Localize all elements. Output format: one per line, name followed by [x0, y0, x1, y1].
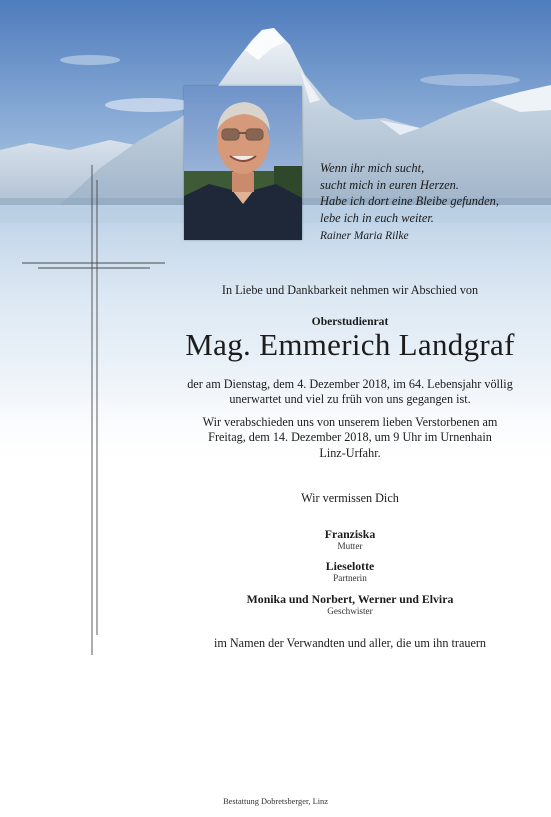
quote-line: sucht mich in euren Herzen. [320, 177, 459, 192]
mourner-entry [160, 592, 540, 617]
death-announcement [160, 377, 540, 408]
quote-line: lebe ich in euch weiter. [320, 210, 434, 225]
quote-line: Habe ich dort eine Bleibe gefunden, [320, 194, 499, 209]
mourner-name: Monika und Norbert, Werner und Elvira [246, 592, 454, 606]
deceased-title: Oberstudienrat [311, 315, 389, 328]
funeral-line: Freitag, dem 14. Dezember 2018, um 9 Uhr im Urnenhain [208, 430, 492, 445]
funeral-details [160, 415, 540, 461]
funeral-line: Linz-Urfahr. [319, 445, 381, 460]
funeral-home-credit: Bestattung Dobretsberger, Linz [223, 797, 328, 806]
quote-line: Wenn ihr mich sucht, [320, 161, 425, 175]
mourner-name: Lieselotte [325, 559, 375, 573]
miss-you-line: Wir vermissen Dich [301, 491, 399, 505]
funeral-line: Wir verabschieden uns von unserem lieben Verstorbenen am [202, 415, 498, 429]
mourner-relation: Mutter [337, 541, 363, 551]
quote-author: Rainer Maria Rilke [320, 230, 409, 243]
closing-line: im Namen der Verwandten und aller, die um ihn trauern [213, 636, 487, 650]
mourner-name: Franziska [324, 527, 376, 541]
portrait-photo [184, 86, 302, 240]
death-line: der am Dienstag, dem 4. Dezember 2018, im 64. Lebensjahr völlig [187, 377, 513, 391]
mourner-entry [160, 559, 540, 584]
death-line: unerwartet und viel zu früh von uns gegangen ist. [229, 392, 471, 407]
deceased-name: Mag. Emmerich Landgraf [185, 327, 515, 362]
mourner-relation: Partnerin [333, 573, 367, 583]
memorial-quote [320, 160, 545, 245]
farewell-intro: In Liebe und Dankbarkeit nehmen wir Abschied von [221, 283, 479, 297]
mourner-entry [160, 527, 540, 552]
mourner-relation: Geschwister [327, 606, 373, 616]
